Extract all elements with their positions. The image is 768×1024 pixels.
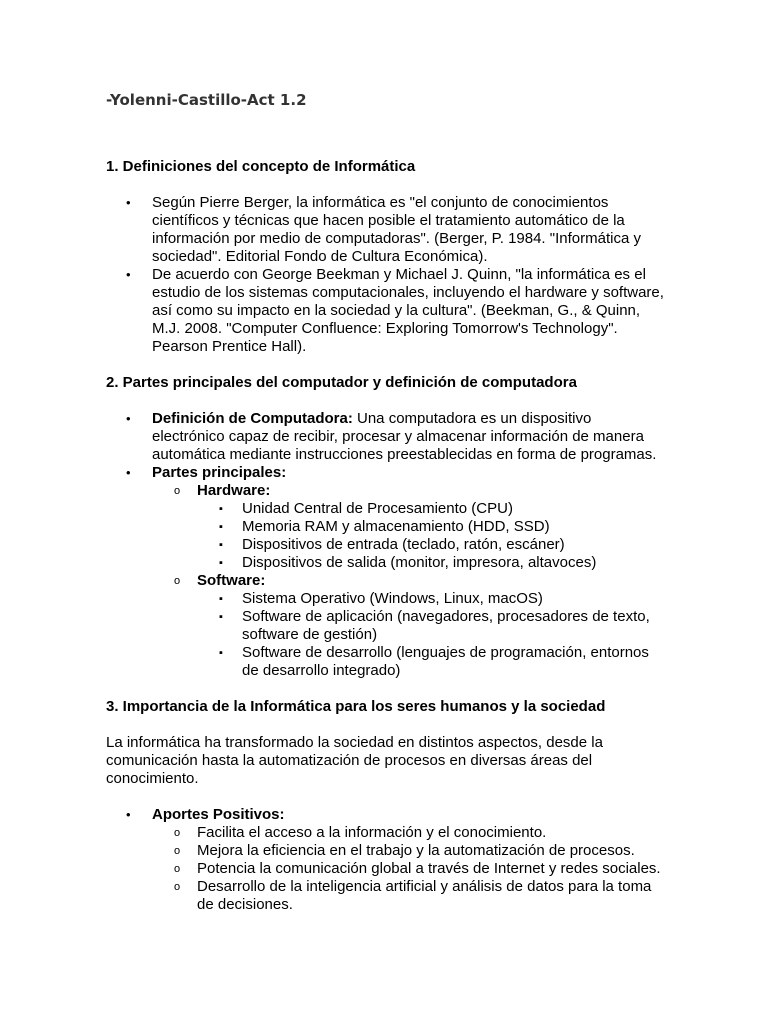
list-item-positives [106, 806, 666, 914]
list-item: • De acuerdo con George Beekman y Michael J. Quinn, "la informática es el estudio de los sistemas computacionales, incluyendo el hardware y software, así como su impacto en la sociedad y la cultura". (Beekman, G., & Quinn, M.J. 2008. "Computer Confluence: Exploring Tomorrow's Technology". Pearson Prentice Hall). [106, 266, 666, 356]
section-definitions [106, 158, 666, 356]
list-item: • Según Pierre Berger, la informática es "el conjunto de conocimientos científicos y técnicas que hacen posible el tratamiento automático de la información por medio de computadoras". (Berger, P. 1984. "Informática y sociedad". Editorial Fondo de Cultura Económica). [106, 194, 666, 266]
parts-sublist [152, 482, 666, 680]
list-item: ▪ Memoria RAM y almacenamiento (HDD, SSD) [197, 518, 666, 536]
software-label: Software: [197, 572, 266, 589]
list-item: ▪ Dispositivos de entrada (teclado, ratón, escáner) [197, 536, 666, 554]
section-importance [106, 698, 666, 914]
document-page [106, 90, 666, 932]
list-item-software [152, 572, 666, 680]
software-list [197, 590, 666, 680]
importance-list [106, 806, 666, 914]
list-item-parts [106, 464, 666, 680]
positives-label: Aportes Positivos: [152, 806, 285, 823]
hardware-label: Hardware: [197, 482, 271, 499]
list-item: ▪ Unidad Central de Procesamiento (CPU) [197, 500, 666, 518]
importance-intro: La informática ha transformado la sociedad en distintos aspectos, desde la comunicación hasta la automatización de procesos en diversas áreas del conocimiento. [106, 734, 603, 787]
list-item: o Facilita el acceso a la información y el conocimiento. [152, 824, 666, 842]
definition-label: Definición de Computadora: [152, 410, 353, 427]
section-1-heading: 1. Definiciones del concepto de Informática [106, 158, 416, 175]
definitions-list [106, 194, 666, 356]
document-title: -Yolenni-Castillo-Act 1.2 [106, 91, 307, 109]
list-item-definition [106, 410, 666, 464]
hardware-list [197, 500, 666, 572]
parts-label: Partes principales: [152, 464, 287, 481]
definition-text: Una computadora es un dispositivo electrónico capaz de recibir, procesar y almacenar información de manera automática mediante instrucciones preestablecidas en forma de programas. [152, 410, 657, 463]
list-item: o Potencia la comunicación global a través de Internet y redes sociales. [152, 860, 666, 878]
list-item-hardware [152, 482, 666, 572]
list-item: ▪ Sistema Operativo (Windows, Linux, macOS) [197, 590, 666, 608]
section-3-heading: 3. Importancia de la Informática para los seres humanos y la sociedad [106, 698, 606, 715]
list-item: o Mejora la eficiencia en el trabajo y la automatización de procesos. [152, 842, 666, 860]
computer-list [106, 410, 666, 680]
section-2-heading: 2. Partes principales del computador y definición de computadora [106, 374, 577, 391]
list-item: ▪ Software de aplicación (navegadores, procesadores de texto, software de gestión) [197, 608, 666, 644]
list-item: ▪ Dispositivos de salida (monitor, impresora, altavoces) [197, 554, 666, 572]
section-computer-parts [106, 374, 666, 680]
list-item: ▪ Software de desarrollo (lenguajes de programación, entornos de desarrollo integrado) [197, 644, 666, 680]
positives-list [152, 824, 666, 914]
list-item: o Desarrollo de la inteligencia artificial y análisis de datos para la toma de decisiones. [152, 878, 666, 914]
